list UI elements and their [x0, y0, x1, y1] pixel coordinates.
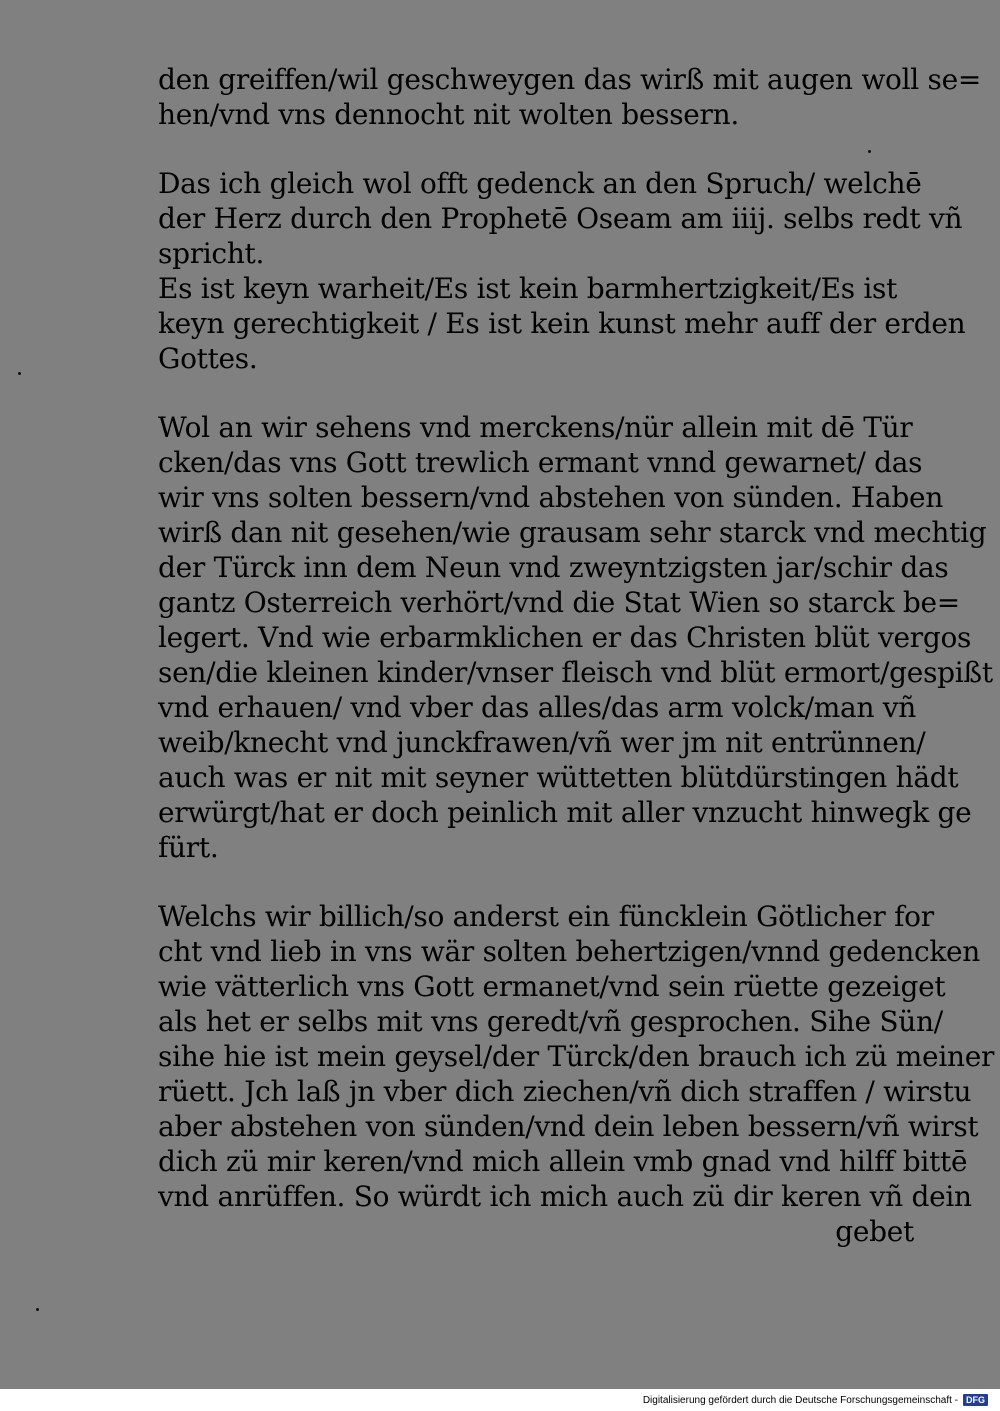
- digitization-footer: [0, 1389, 1000, 1411]
- text-line: sihe hie ist mein geysel/der Türck/den brauch ich zü meiner: [158, 1040, 995, 1073]
- text-line: weib/knecht vnd junckfrawen/vñ wer jm nit entrünnen/: [158, 726, 926, 759]
- paragraph-2: [158, 166, 963, 271]
- page-body: [158, 62, 995, 1249]
- text-line: erwürgt/hat er doch peinlich mit aller vnzucht hinwegk ge: [158, 796, 972, 829]
- text-line: fürt.: [158, 831, 219, 864]
- paragraph-1: [158, 62, 982, 132]
- text-line: als het er selbs mit vns geredt/vñ gesprochen. Sihe Sün/: [158, 1005, 943, 1038]
- scan-speck: [36, 1308, 39, 1311]
- text-line: legert. Vnd wie erbarmklichen er das Christen blüt vergos: [158, 621, 972, 654]
- text-line: sen/die kleinen kinder/vnser fleisch vnd blüt ermort/gespißt: [158, 656, 993, 689]
- text-line: Es ist keyn warheit/Es ist kein barmhertzigkeit/Es ist: [158, 272, 898, 305]
- text-line: Wol an wir sehens vnd merckens/nür allein mit dē Tür: [158, 411, 913, 444]
- text-line: der Herz durch den Prophetē Oseam am iiij. selbs redt vñ: [158, 202, 963, 235]
- text-line: wie vätterlich vns Gott ermanet/vnd sein rüette gezeiget: [158, 970, 946, 1003]
- text-line: Das ich gleich wol offt gedenck an den Spruch/ welchē: [158, 167, 922, 200]
- text-line: hen/vnd vns dennocht nit wolten bessern.: [158, 98, 739, 131]
- scan-speck: [868, 150, 871, 153]
- footer-text: Digitalisierung gefördert durch die Deutsche Forschungsgemeinschaft -: [642, 1394, 958, 1406]
- text-line: der Türck inn dem Neun vnd zweyntzigsten jar/schir das: [158, 551, 949, 584]
- paragraph-3: [158, 271, 966, 376]
- dfg-logo-icon: DFG: [963, 1394, 988, 1406]
- text-line: cken/das vns Gott trewlich ermant vnnd gewarnet/ das: [158, 446, 923, 479]
- text-line: Gottes.: [158, 342, 258, 375]
- text-line: dich zü mir keren/vnd mich allein vmb gnad vnd hilff bittē: [158, 1145, 968, 1178]
- text-line: gantz Osterreich verhört/vnd die Stat Wien so starck be=: [158, 586, 960, 619]
- paragraph-4: [158, 410, 993, 865]
- text-line: spricht.: [158, 237, 265, 270]
- text-line: wirß dan nit gesehen/wie grausam sehr starck vnd mechtig: [158, 516, 987, 549]
- catchword: gebet: [835, 1215, 914, 1248]
- text-line: vnd anrüffen. So würdt ich mich auch zü dir keren vñ dein: [158, 1180, 972, 1213]
- text-line: Welchs wir billich/so anderst ein füncklein Götlicher for: [158, 900, 934, 933]
- text-line: rüett. Jch laß jn vber dich ziechen/vñ dich straffen / wirstu: [158, 1075, 972, 1108]
- text-line: vnd erhauen/ vnd vber das alles/das arm volck/man vñ: [158, 691, 917, 724]
- text-line: auch was er nit mit seyner wüttetten blütdürstingen hädt: [158, 761, 959, 794]
- text-line: keyn gerechtigkeit / Es ist kein kunst mehr auff der erden: [158, 307, 966, 340]
- text-line: den greiffen/wil geschweygen das wirß mit augen woll se=: [158, 63, 982, 96]
- text-line: cht vnd lieb in vns wär solten behertzigen/vnnd gedencken: [158, 935, 981, 968]
- paragraph-5: [158, 899, 995, 1214]
- text-line: wir vns solten bessern/vnd abstehen von sünden. Haben: [158, 481, 944, 514]
- text-line: aber abstehen von sünden/vnd dein leben bessern/vñ wirst: [158, 1110, 979, 1143]
- scan-speck: [18, 372, 21, 375]
